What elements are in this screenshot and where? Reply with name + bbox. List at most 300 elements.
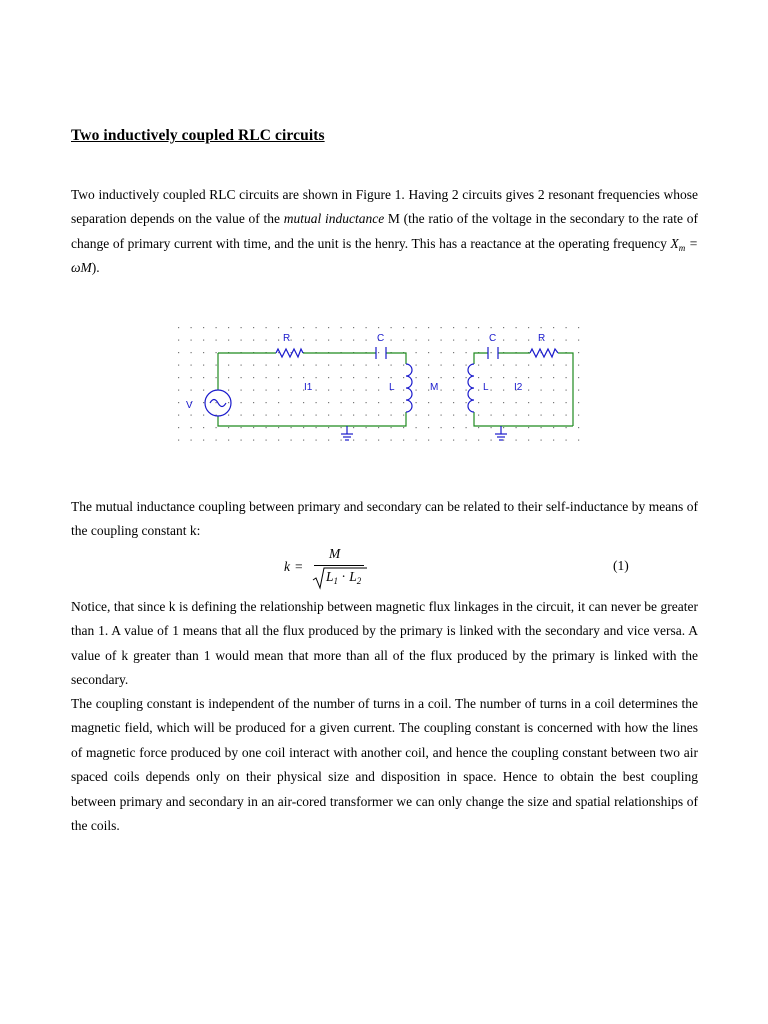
- grid-dot: [541, 327, 542, 328]
- grid-dot: [328, 415, 329, 416]
- grid-dot: [191, 377, 192, 378]
- grid-dot: [416, 352, 417, 353]
- grid-dot: [316, 440, 317, 441]
- grid-dot: [341, 327, 342, 328]
- grid-dot: [266, 340, 267, 341]
- section-title: Two inductively coupled RLC circuits: [71, 127, 325, 144]
- grid-dot: [353, 377, 354, 378]
- grid-dot: [278, 402, 279, 403]
- grid-dot: [328, 402, 329, 403]
- grid-dot: [228, 327, 229, 328]
- grid-dot: [466, 340, 467, 341]
- equation-lhs: k: [284, 559, 290, 574]
- grid-dot: [466, 365, 467, 366]
- l1-label: L: [389, 382, 395, 393]
- grid-dot: [328, 440, 329, 441]
- grid-dot: [266, 327, 267, 328]
- grid-dot: [503, 427, 504, 428]
- grid-dot: [466, 402, 467, 403]
- grid-dot: [578, 415, 579, 416]
- grid-dot: [378, 402, 379, 403]
- grid-dot: [566, 440, 567, 441]
- grid-dot: [453, 427, 454, 428]
- grid-dot: [253, 415, 254, 416]
- intro-text-start: Two inductively coupled RLC circuits are shown in Figure 1. Having 2 circuits gives 2 resonant frequencies whose separation depends on the value of the: [71, 187, 698, 227]
- grid-dot: [553, 390, 554, 391]
- grid-dot: [353, 365, 354, 366]
- grid-dot: [441, 352, 442, 353]
- grid-dot: [228, 415, 229, 416]
- grid-dot: [416, 402, 417, 403]
- grid-dot: [441, 427, 442, 428]
- grid-dot: [316, 390, 317, 391]
- grid-dot: [241, 340, 242, 341]
- grid-dot: [553, 327, 554, 328]
- v-label: V: [186, 400, 193, 411]
- grid-dot: [441, 365, 442, 366]
- denominator-l2: L: [349, 569, 357, 584]
- grid-dot: [291, 365, 292, 366]
- grid-dot: [478, 427, 479, 428]
- grid-dot: [353, 390, 354, 391]
- grid-dot: [241, 390, 242, 391]
- grid-dot: [278, 415, 279, 416]
- grid-dot: [216, 377, 217, 378]
- inductor-symbol: [406, 364, 412, 412]
- l2-label: L: [483, 382, 489, 393]
- grid-dot: [491, 365, 492, 366]
- grid-dot: [553, 402, 554, 403]
- c2-label: C: [489, 333, 497, 344]
- grid-dot: [191, 415, 192, 416]
- grid-dot: [553, 415, 554, 416]
- grid-dot: [253, 377, 254, 378]
- grid-dot: [228, 427, 229, 428]
- grid-dot: [528, 377, 529, 378]
- grid-dot: [266, 415, 267, 416]
- grid-dot: [203, 402, 204, 403]
- grid-dot: [191, 340, 192, 341]
- grid-dot: [428, 377, 429, 378]
- reactance-symbol: X: [670, 235, 679, 251]
- grid-dot: [253, 365, 254, 366]
- voltage-source-symbol: [210, 400, 226, 407]
- grid-dot: [328, 340, 329, 341]
- grid-dot: [441, 440, 442, 441]
- grid-dot: [178, 340, 179, 341]
- grid-dot: [378, 440, 379, 441]
- grid-dot: [578, 402, 579, 403]
- grid-dot: [278, 427, 279, 428]
- grid-dot: [316, 365, 317, 366]
- grid-dot: [241, 402, 242, 403]
- equation-denominator: [326, 569, 361, 585]
- grid-dot: [428, 365, 429, 366]
- grid-dot: [253, 402, 254, 403]
- grid-dot: [416, 427, 417, 428]
- grid-dot: [441, 402, 442, 403]
- grid-dot: [203, 427, 204, 428]
- grid-dot: [366, 390, 367, 391]
- grid-dot: [278, 365, 279, 366]
- denominator-dot: ·: [338, 569, 350, 584]
- grid-dot: [391, 415, 392, 416]
- grid-dot: [203, 415, 204, 416]
- grid-dot: [391, 377, 392, 378]
- grid-dot: [266, 377, 267, 378]
- grid-dot: [278, 440, 279, 441]
- intro-text-end: ).: [91, 260, 100, 276]
- grid-dot: [341, 402, 342, 403]
- grid-dot: [491, 352, 492, 353]
- grid-dot: [316, 427, 317, 428]
- equation-numerator: M: [329, 546, 341, 561]
- grid-dot: [528, 402, 529, 403]
- grid-dot: [366, 440, 367, 441]
- grid-dot: [566, 402, 567, 403]
- grid-dot: [316, 402, 317, 403]
- grid-dot: [241, 427, 242, 428]
- grid-dot: [353, 415, 354, 416]
- grid-dot: [378, 352, 379, 353]
- coupling-constant-paragraph: The coupling constant is independent of the number of turns in a coil. The number of turns in a coil determines the magnetic field, which will be produced for a given current. The coupling constant is concerned with how the lines of magnetic force produced by one coil interact with another coil, and hence the coupling constant between two air spaced coils depends only on their physical size and disposition in space. Hence to obtain the best coupling between primary and secondary in an air-cored transformer we can only change the size and spatial relationships of the coils.: [71, 696, 698, 834]
- grid-dot: [341, 390, 342, 391]
- grid-dot: [491, 327, 492, 328]
- grid-dot: [466, 390, 467, 391]
- r1-label: R: [283, 333, 291, 344]
- grid-dot: [278, 377, 279, 378]
- grid-dot: [503, 327, 504, 328]
- grid-dot: [341, 415, 342, 416]
- grid-dot: [391, 427, 392, 428]
- primary-top-wire: [386, 353, 406, 364]
- grid-dot: [453, 440, 454, 441]
- grid-dot: [303, 365, 304, 366]
- grid-dot: [578, 377, 579, 378]
- grid-dot: [203, 365, 204, 366]
- grid-dot: [228, 365, 229, 366]
- grid-dot: [453, 402, 454, 403]
- grid-dot: [541, 390, 542, 391]
- grid-dot: [353, 327, 354, 328]
- grid-dot: [403, 415, 404, 416]
- grid-dot: [341, 427, 342, 428]
- grid-dot: [216, 340, 217, 341]
- grid-dot: [478, 365, 479, 366]
- grid-dot: [303, 340, 304, 341]
- grid-dot: [178, 327, 179, 328]
- grid-dot: [378, 390, 379, 391]
- grid-dot: [491, 377, 492, 378]
- grid-dot: [191, 440, 192, 441]
- grid-dot: [366, 427, 367, 428]
- grid-dot: [391, 327, 392, 328]
- grid-dot: [491, 427, 492, 428]
- grid-dot: [578, 440, 579, 441]
- grid-dot: [216, 365, 217, 366]
- grid-dot: [453, 365, 454, 366]
- grid-dot: [566, 340, 567, 341]
- denominator-l1: L: [326, 569, 334, 584]
- grid-dot: [541, 365, 542, 366]
- grid-dot: [241, 440, 242, 441]
- grid-dot: [341, 365, 342, 366]
- r2-label: R: [538, 333, 546, 344]
- grid-dot: [353, 340, 354, 341]
- grid-dot: [453, 327, 454, 328]
- grid-dot: [428, 352, 429, 353]
- grid-dot: [266, 390, 267, 391]
- secondary-top-wire: [474, 353, 488, 364]
- grid-dot: [428, 427, 429, 428]
- grid-dot: [578, 365, 579, 366]
- grid-dot: [578, 352, 579, 353]
- intro-paragraph: [71, 183, 698, 281]
- grid-dot: [428, 327, 429, 328]
- grid-dot: [466, 427, 467, 428]
- grid-dot: [578, 327, 579, 328]
- grid-dot: [391, 402, 392, 403]
- grid-dot: [503, 377, 504, 378]
- grid-dot: [441, 327, 442, 328]
- grid-dot: [553, 365, 554, 366]
- grid-dot: [553, 440, 554, 441]
- grid-dot: [328, 365, 329, 366]
- intro-text-middle: M (the ratio of the voltage in the secondary to the rate of change of primary current with time, and the unit is the henry. This has a reactance at the operating frequency: [71, 211, 698, 251]
- grid-dot: [403, 402, 404, 403]
- grid-dot: [316, 377, 317, 378]
- grid-dot: [416, 377, 417, 378]
- grid-dot: [291, 415, 292, 416]
- grid-dot: [291, 440, 292, 441]
- grid-dot: [178, 377, 179, 378]
- grid-dot: [253, 427, 254, 428]
- grid-dot: [391, 340, 392, 341]
- grid-dot: [566, 365, 567, 366]
- grid-dot: [303, 377, 304, 378]
- grid-dot: [503, 440, 504, 441]
- grid-dot: [253, 327, 254, 328]
- grid-dot: [191, 365, 192, 366]
- grid-dot: [203, 390, 204, 391]
- grid-dot: [216, 427, 217, 428]
- grid-dot: [416, 365, 417, 366]
- grid-dot: [516, 327, 517, 328]
- grid-dot: [578, 427, 579, 428]
- grid-dot: [553, 340, 554, 341]
- grid-dot: [203, 352, 204, 353]
- grid-dot: [566, 427, 567, 428]
- grid-dot: [291, 327, 292, 328]
- grid-dot: [478, 340, 479, 341]
- grid-dot: [553, 427, 554, 428]
- grid-dot: [503, 365, 504, 366]
- grid-dot: [516, 377, 517, 378]
- grid-dot: [328, 327, 329, 328]
- grid-dot: [516, 365, 517, 366]
- grid-dot: [403, 440, 404, 441]
- grid-dot: [403, 365, 404, 366]
- grid-dot: [466, 415, 467, 416]
- grid-dot: [253, 440, 254, 441]
- grid-dot: [478, 377, 479, 378]
- equation-equals: =: [295, 559, 303, 574]
- grid-dot: [341, 440, 342, 441]
- grid-dot: [541, 440, 542, 441]
- grid-dot: [416, 415, 417, 416]
- grid-dot: [416, 327, 417, 328]
- grid-dot: [191, 327, 192, 328]
- c1-label: C: [377, 333, 385, 344]
- circuit-diagram: [172, 318, 592, 454]
- grid-dot: [491, 440, 492, 441]
- grid-dot: [403, 377, 404, 378]
- grid-dot: [216, 402, 217, 403]
- grid-dot: [503, 340, 504, 341]
- grid-dot: [528, 440, 529, 441]
- notice-paragraph: Notice, that since k is defining the relationship between magnetic flux linkages in the circuit, it can never be greater than 1. A value of 1 means that all the flux produced by the primary is linked with the secondary and vice versa. A value of k greater than 1 would mean that more than all of the flux produced by the primary is linked with the secondary.: [71, 599, 698, 688]
- grid-dot: [266, 440, 267, 441]
- grid-dot: [241, 327, 242, 328]
- grid-dot: [528, 365, 529, 366]
- grid-dot: [303, 427, 304, 428]
- grid-dot: [178, 415, 179, 416]
- grid-dot: [278, 340, 279, 341]
- grid-dot: [216, 352, 217, 353]
- grid-dot: [416, 440, 417, 441]
- grid-dot: [366, 327, 367, 328]
- grid-dot: [341, 377, 342, 378]
- grid-dot: [578, 390, 579, 391]
- grid-dot: [566, 377, 567, 378]
- grid-dot: [391, 365, 392, 366]
- circuit-figure: [172, 318, 592, 454]
- grid-dot: [203, 327, 204, 328]
- ground-symbol: [495, 426, 507, 440]
- reactance-subscript: m: [678, 242, 686, 253]
- i1-label: I1: [304, 382, 313, 393]
- grid-dot: [453, 377, 454, 378]
- grid-dot: [566, 415, 567, 416]
- grid-dot: [578, 340, 579, 341]
- grid-dot: [516, 402, 517, 403]
- grid-dot: [278, 390, 279, 391]
- grid-dot: [403, 390, 404, 391]
- grid-dot: [266, 427, 267, 428]
- grid-dot: [203, 377, 204, 378]
- grid-dot: [178, 440, 179, 441]
- grid-dot: [203, 440, 204, 441]
- grid-dot: [378, 427, 379, 428]
- grid-dot: [516, 340, 517, 341]
- grid-dot: [291, 402, 292, 403]
- grid-dot: [453, 340, 454, 341]
- grid-dot: [353, 440, 354, 441]
- grid-dot: [541, 377, 542, 378]
- grid-dot: [478, 327, 479, 328]
- grid-dot: [366, 340, 367, 341]
- grid-dot: [328, 377, 329, 378]
- grid-dot: [441, 415, 442, 416]
- grid-dot: [328, 427, 329, 428]
- grid-dot: [178, 402, 179, 403]
- grid-dot: [491, 402, 492, 403]
- grid-dot: [491, 415, 492, 416]
- inductor-symbol: [468, 364, 474, 412]
- grid-dot: [503, 415, 504, 416]
- grid-dot: [366, 402, 367, 403]
- grid-dot: [403, 327, 404, 328]
- grid-dot: [516, 427, 517, 428]
- grid-dot: [478, 415, 479, 416]
- grid-dot: [491, 390, 492, 391]
- grid-dot: [428, 340, 429, 341]
- grid-dot: [403, 340, 404, 341]
- denominator-l1-sub: 1: [333, 576, 339, 586]
- grid-dot: [228, 340, 229, 341]
- grid-dot: [266, 365, 267, 366]
- grid-dot: [441, 340, 442, 341]
- grid-dot: [191, 390, 192, 391]
- grid-dot: [316, 327, 317, 328]
- grid-dot: [266, 402, 267, 403]
- grid-dot: [341, 340, 342, 341]
- grid-dot: [253, 340, 254, 341]
- denominator-l2-sub: 2: [356, 576, 362, 586]
- grid-dot: [366, 365, 367, 366]
- secondary-bottom-wire: [474, 412, 573, 426]
- grid-dot: [541, 402, 542, 403]
- grid-dot: [466, 377, 467, 378]
- grid-dot: [416, 390, 417, 391]
- circuit-labels: [186, 333, 545, 411]
- grid-dot: [528, 390, 529, 391]
- grid-dot: [178, 365, 179, 366]
- grid-dot: [478, 390, 479, 391]
- grid-dot: [241, 377, 242, 378]
- grid-dot: [541, 415, 542, 416]
- grid-dot: [353, 402, 354, 403]
- grid-dot: [453, 352, 454, 353]
- grid-dot: [503, 402, 504, 403]
- grid-dot: [516, 415, 517, 416]
- grid-dot: [528, 415, 529, 416]
- grid-dot: [528, 340, 529, 341]
- primary-bottom-wire: [218, 412, 406, 426]
- grid-dot: [291, 377, 292, 378]
- grid-dot: [516, 440, 517, 441]
- grid-dot: [566, 390, 567, 391]
- grid-dot: [216, 327, 217, 328]
- grid-dot: [303, 402, 304, 403]
- resistor-symbol: [276, 349, 303, 357]
- grid-dot: [478, 402, 479, 403]
- grid-dot: [228, 390, 229, 391]
- grid-dot: [378, 415, 379, 416]
- resistor-symbol: [530, 349, 558, 357]
- grid-dot: [241, 415, 242, 416]
- grid-dot: [216, 440, 217, 441]
- grid-dot: [378, 365, 379, 366]
- grid-dot: [553, 377, 554, 378]
- grid-dot: [353, 427, 354, 428]
- grid-dot: [316, 340, 317, 341]
- grid-dot: [203, 340, 204, 341]
- grid-dot: [228, 377, 229, 378]
- grid-dot: [278, 327, 279, 328]
- mutual-inductance-term: mutual inductance: [283, 211, 385, 227]
- grid-dot: [191, 352, 192, 353]
